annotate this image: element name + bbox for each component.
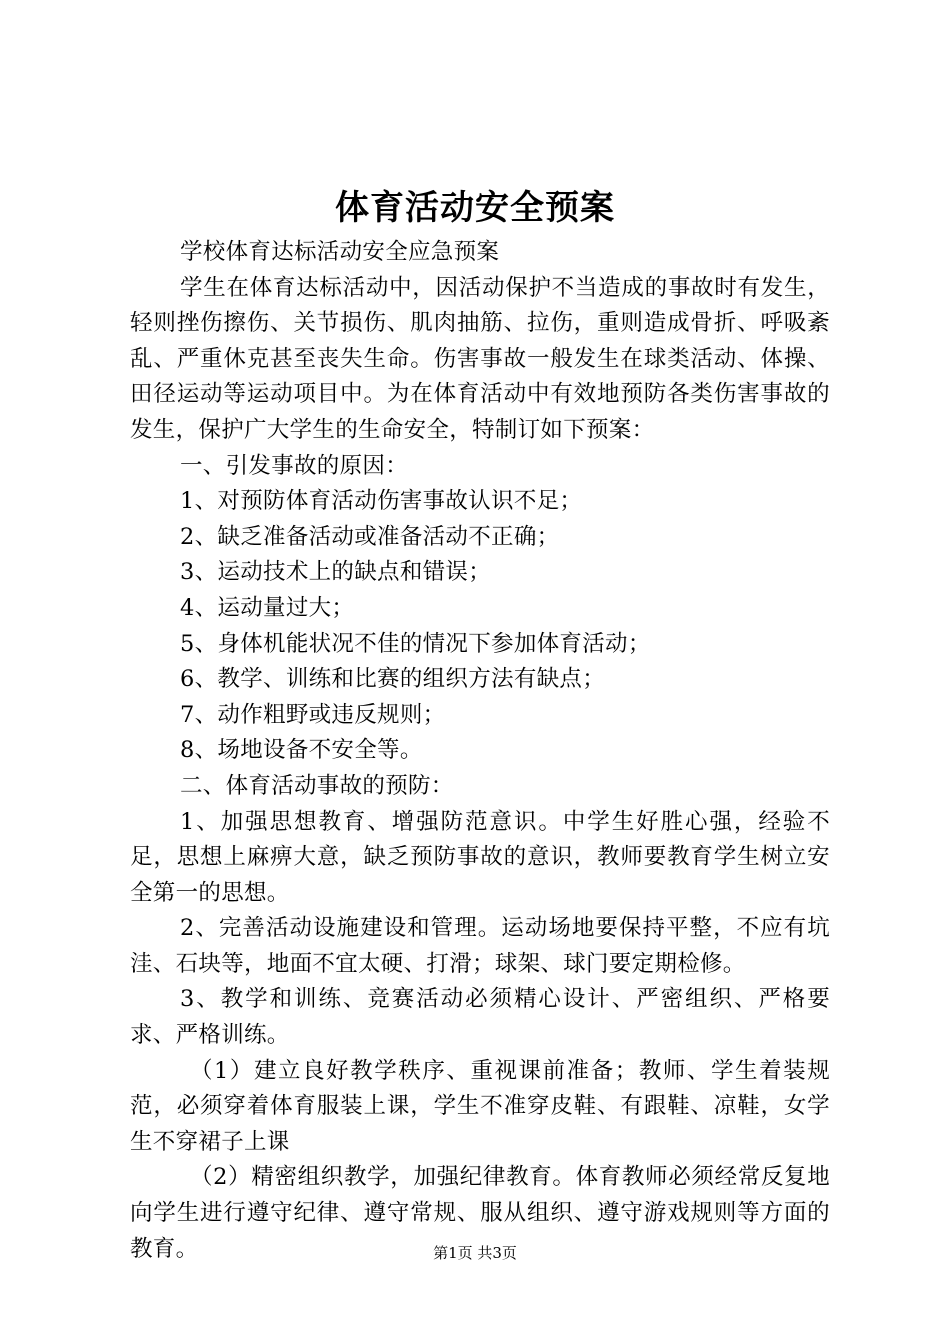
prevention-paragraph: 2、完善活动设施建设和管理。运动场地要保持平整，不应有坑洼、石块等，地面不宜太硬、打滑；球架、球门要定期检修。 — [130, 915, 830, 977]
cause-item: 4、运动量过大； — [180, 594, 355, 621]
prevention-subitem: （1）建立良好教学秩序、重视课前准备；教师、学生着装规范，必须穿着体育服装上课，学生不准穿皮鞋、有跟鞋、凉鞋，女学生不穿裙子上课 — [130, 1057, 830, 1155]
page-number-footer: 第1页 共3页 — [433, 1244, 517, 1262]
cause-item: 6、教学、训练和比赛的组织方法有缺点； — [180, 666, 606, 693]
cause-item: 2、缺乏准备活动或准备活动不正确； — [180, 523, 560, 550]
intro-paragraph: 学生在体育达标活动中，因活动保护不当造成的事故时有发生，轻则挫伤擦伤、关节损伤、肌肉抽筋、拉伤，重则造成骨折、呼吸紊乱、严重休克甚至丧失生命。伤害事故一般发生在球类活动、体操、田径运动等运动项目中。为在体育活动中有效地预防各类伤害事故的发生，保护广大学生的生命安全，特制订如下预案： — [130, 274, 830, 443]
section-heading-prevention: 二、体育活动事故的预防： — [180, 772, 454, 799]
cause-item: 3、运动技术上的缺点和错误； — [180, 559, 492, 586]
document-body — [130, 235, 830, 1267]
subtitle-paragraph: 学校体育达标活动安全应急预案 — [180, 239, 500, 265]
cause-item: 8、场地设备不安全等。 — [180, 737, 423, 764]
section-heading-causes: 一、引发事故的原因： — [180, 452, 409, 479]
prevention-paragraph: 3、教学和训练、竞赛活动必须精心设计、严密组织、严格要求、严格训练。 — [130, 986, 830, 1049]
cause-item: 5、身体机能状况不佳的情况下参加体育活动； — [180, 630, 651, 657]
cause-item: 1、对预防体育活动伤害事故认识不足； — [180, 488, 583, 515]
prevention-subitem: （2）精密组织教学，加强纪律教育。体育教师必须经常反复地向学生进行遵守纪律、遵守常规、服从组织、遵守游戏规则等方面的教育。 — [130, 1164, 830, 1262]
document-title: 体育活动安全预案 — [335, 188, 615, 228]
cause-item: 7、动作粗野或违反规则； — [180, 701, 446, 728]
prevention-paragraph: 1、加强思想教育、增强防范意识。中学生好胜心强，经验不足，思想上麻痹大意，缺乏预防事故的意识，教师要教育学生树立安全第一的思想。 — [130, 808, 830, 906]
